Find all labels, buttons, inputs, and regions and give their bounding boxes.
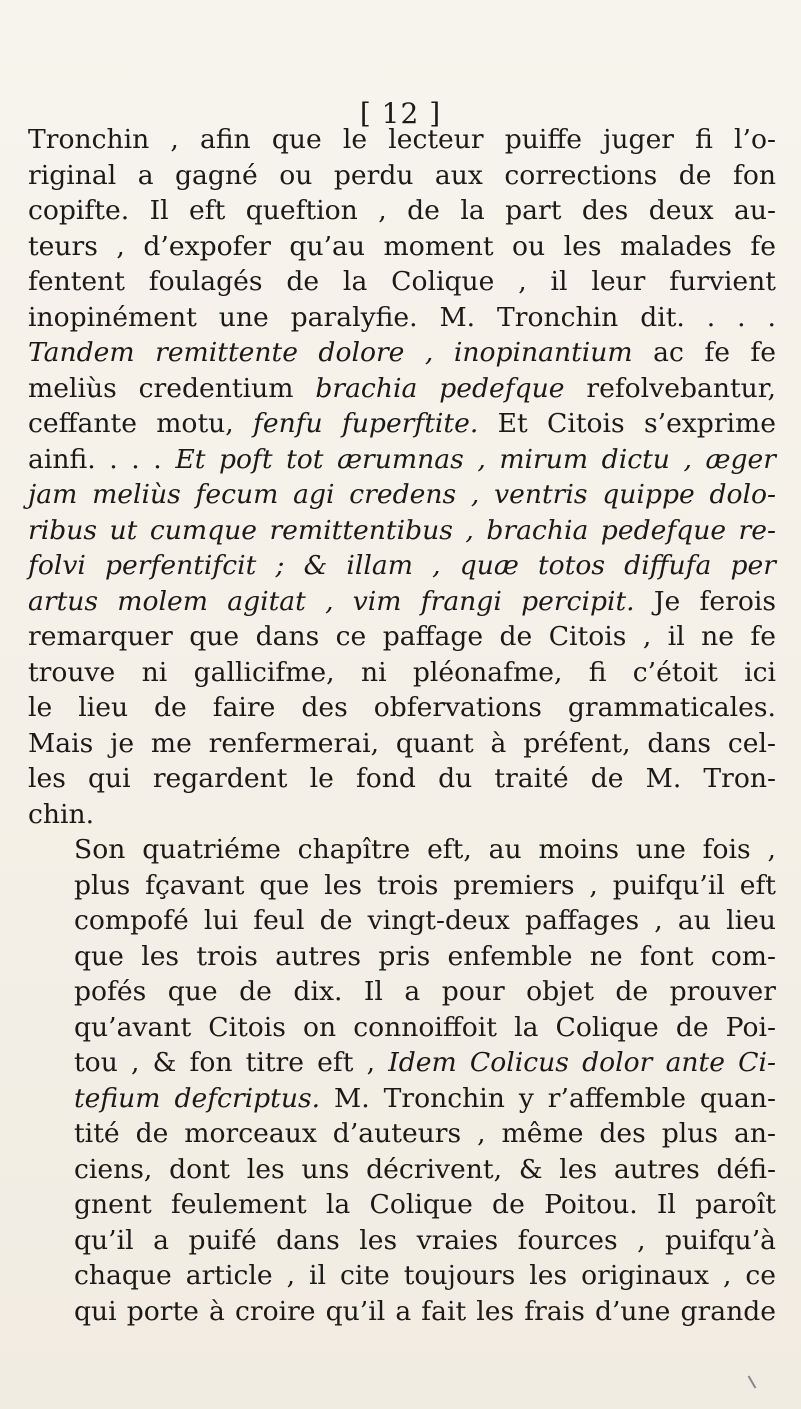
stray-ink-mark xyxy=(748,1375,757,1388)
latin-quote-segment: artus molem agitat , vim frangi percipit. xyxy=(28,585,635,617)
latin-quote-segment: brachia pedefque xyxy=(315,372,565,404)
paragraph xyxy=(28,832,776,1329)
text-line xyxy=(28,690,776,726)
text-line xyxy=(28,264,776,300)
text-segment: Mais je me renfermerai, quant à préfent, dans cel- xyxy=(28,727,776,759)
text-segment: qu’il a puifé dans les vraies fources , puifqu’à xyxy=(74,1224,776,1256)
text-line xyxy=(28,513,776,549)
text-line xyxy=(28,158,776,194)
text-segment: ac fe fe xyxy=(632,337,776,368)
text-line xyxy=(28,548,776,584)
text-line xyxy=(28,655,776,691)
text-line xyxy=(28,761,776,797)
text-segment: pofés que de dix. Il a pour objet de prouver xyxy=(74,976,776,1007)
text-line xyxy=(28,1010,776,1046)
text-segment: Tronchin , afin que le lecteur puiffe juger fi l’o- xyxy=(28,124,776,155)
body-text xyxy=(28,122,776,1329)
latin-quote-segment: tefium defcriptus. xyxy=(74,1082,321,1114)
text-segment: ainfi. . . . xyxy=(28,443,176,475)
text-line xyxy=(28,300,776,336)
text-segment: compofé lui feul de vingt-deux paffages , au lieu xyxy=(74,905,776,936)
text-segment: fentent foulagés de la Colique , il leur furvient xyxy=(28,266,776,297)
latin-quote-segment: jam meliùs fecum agi credens , ventris quippe dolo- xyxy=(28,479,776,510)
text-segment: Je ferois xyxy=(634,585,776,617)
text-segment: trouve ni gallicifme, ni pléonafme, fi c’étoit ici xyxy=(28,656,776,688)
text-segment: chin. xyxy=(28,798,95,830)
text-segment: tité de morceaux d’auteurs , même des plus an- xyxy=(74,1118,776,1149)
latin-quote-segment: fenfu fuperftite. xyxy=(253,408,479,439)
text-line xyxy=(28,726,776,762)
text-segment: les qui regardent le fond du traité de M. Tron- xyxy=(28,763,776,794)
text-segment: plus fçavant que les trois premiers , puifqu’il eft xyxy=(74,869,776,901)
text-line xyxy=(28,868,776,904)
latin-quote-segment: ribus ut cumque remittentibus , brachia pedefque re- xyxy=(28,514,776,546)
latin-quote-segment: Et poft tot ærumnas , mirum dictu , æger xyxy=(175,443,776,475)
text-line xyxy=(28,122,776,158)
text-line xyxy=(28,1294,776,1330)
text-segment: ceffante motu, xyxy=(28,408,253,439)
text-segment: inopinément une paralyfie. M. Tronchin dit. . . . xyxy=(28,301,776,333)
text-line xyxy=(28,584,776,620)
page-number: [ 12 ] xyxy=(359,97,442,130)
paragraph xyxy=(28,122,776,832)
text-line xyxy=(28,335,776,371)
text-segment: tou , & fon titre eft , xyxy=(74,1047,389,1078)
text-line xyxy=(28,442,776,478)
text-line xyxy=(28,1081,776,1117)
latin-quote-segment: folvi perfentifcit ; & illam , quæ totos diffufa per xyxy=(28,550,776,581)
text-segment: gnent feulement la Colique de Poitou. Il paroît xyxy=(74,1189,776,1220)
text-segment: teurs , d’expofer qu’au moment ou les malades fe xyxy=(28,230,776,262)
text-segment: chaque article , il cite toujours les originaux , ce xyxy=(74,1260,776,1291)
text-line xyxy=(28,1187,776,1223)
text-segment: le lieu de faire des obfervations grammaticales. xyxy=(28,692,776,723)
text-line xyxy=(28,832,776,868)
text-line xyxy=(28,1116,776,1152)
text-line xyxy=(28,371,776,407)
text-line xyxy=(28,939,776,975)
text-line xyxy=(28,903,776,939)
latin-quote-segment: Tandem remittente dolore , inopinantium xyxy=(28,337,633,368)
text-segment: copifte. Il eft queftion , de la part des deux au- xyxy=(28,195,776,226)
text-segment: Son quatriéme chapître eft, au moins une fois , xyxy=(74,834,776,865)
text-line xyxy=(28,797,776,833)
text-line xyxy=(28,477,776,513)
text-segment: riginal a gagné ou perdu aux corrections de fon xyxy=(28,159,776,191)
text-segment: qu’avant Citois on connoiffoit la Colique de Poi- xyxy=(74,1011,776,1043)
text-segment: refolvebantur, xyxy=(564,372,777,404)
text-segment: Et Citois s’exprime xyxy=(478,408,777,439)
text-segment: meliùs credentium xyxy=(28,372,316,404)
text-segment: qui porte à croire qu’il a fait les frais d’une grande xyxy=(74,1295,776,1327)
text-line xyxy=(28,1223,776,1259)
text-line xyxy=(28,193,776,229)
text-line xyxy=(28,229,776,265)
text-line xyxy=(28,619,776,655)
text-line xyxy=(28,974,776,1010)
text-segment: M. Tronchin y r’affemble quan- xyxy=(320,1082,776,1114)
text-line xyxy=(28,1152,776,1188)
text-line xyxy=(28,406,776,442)
text-line xyxy=(28,1045,776,1081)
text-segment: que les trois autres pris enfemble ne font com- xyxy=(74,940,776,972)
text-segment: remarquer que dans ce paffage de Citois , il ne fe xyxy=(28,621,776,652)
text-segment: ciens, dont les uns décrivent, & les autres défi- xyxy=(74,1153,776,1185)
latin-quote-segment: Idem Colicus dolor ante Ci- xyxy=(388,1047,776,1078)
text-line xyxy=(28,1258,776,1294)
